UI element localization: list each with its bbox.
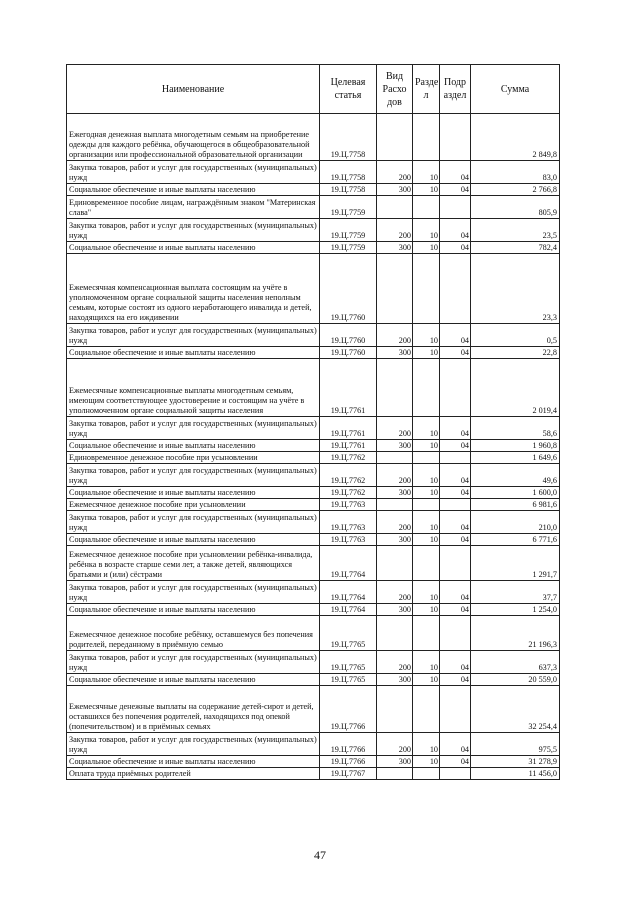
table-row <box>67 534 560 546</box>
cell-article: 19.Ц.7761 <box>320 440 377 452</box>
table-row <box>67 254 560 324</box>
header-section: Разде л <box>413 65 440 114</box>
cell-expense-type <box>377 196 413 219</box>
cell-section: 10 <box>413 487 440 499</box>
cell-sum: 1 291,7 <box>471 546 560 581</box>
cell-name: Социальное обеспечение и иные выплаты населению <box>67 604 320 616</box>
cell-section: 10 <box>413 242 440 254</box>
cell-subsection <box>440 359 471 417</box>
cell-name: Социальное обеспечение и иные выплаты населению <box>67 242 320 254</box>
cell-article: 19.Ц.7760 <box>320 254 377 324</box>
table-row <box>67 219 560 242</box>
cell-sum: 975,5 <box>471 733 560 756</box>
cell-subsection <box>440 616 471 651</box>
cell-subsection: 04 <box>440 581 471 604</box>
cell-name: Социальное обеспечение и иные выплаты населению <box>67 440 320 452</box>
cell-subsection <box>440 114 471 161</box>
cell-name: Закупка товаров, работ и услуг для государственных (муниципальных) нужд <box>67 417 320 440</box>
table-row <box>67 546 560 581</box>
table-row <box>67 242 560 254</box>
cell-section: 10 <box>413 347 440 359</box>
table-row <box>67 686 560 733</box>
cell-subsection <box>440 452 471 464</box>
table-row <box>67 651 560 674</box>
cell-article: 19.Ц.7765 <box>320 651 377 674</box>
table-row <box>67 114 560 161</box>
cell-section <box>413 616 440 651</box>
cell-article: 19.Ц.7762 <box>320 487 377 499</box>
cell-expense-type <box>377 254 413 324</box>
table-row <box>67 511 560 534</box>
cell-section <box>413 686 440 733</box>
cell-section: 10 <box>413 184 440 196</box>
cell-name: Социальное обеспечение и иные выплаты населению <box>67 184 320 196</box>
header-article: Целевая статья <box>320 65 377 114</box>
table-row <box>67 616 560 651</box>
table-row <box>67 581 560 604</box>
cell-name: Закупка товаров, работ и услуг для государственных (муниципальных) нужд <box>67 733 320 756</box>
cell-article: 19.Ц.7764 <box>320 604 377 616</box>
cell-expense-type: 200 <box>377 161 413 184</box>
cell-expense-type <box>377 359 413 417</box>
cell-section: 10 <box>413 756 440 768</box>
cell-subsection: 04 <box>440 440 471 452</box>
cell-article: 19.Ц.7766 <box>320 686 377 733</box>
cell-section <box>413 499 440 511</box>
cell-subsection <box>440 196 471 219</box>
cell-section: 10 <box>413 604 440 616</box>
cell-article: 19.Ц.7764 <box>320 546 377 581</box>
cell-section <box>413 196 440 219</box>
cell-subsection: 04 <box>440 417 471 440</box>
cell-article: 19.Ц.7766 <box>320 756 377 768</box>
cell-subsection: 04 <box>440 733 471 756</box>
cell-article: 19.Ц.7765 <box>320 616 377 651</box>
cell-subsection: 04 <box>440 511 471 534</box>
cell-expense-type: 300 <box>377 604 413 616</box>
cell-sum: 2 019,4 <box>471 359 560 417</box>
cell-article: 19.Ц.7758 <box>320 114 377 161</box>
cell-expense-type: 300 <box>377 440 413 452</box>
cell-expense-type: 200 <box>377 219 413 242</box>
table-row <box>67 768 560 780</box>
header-name: Наименование <box>67 65 320 114</box>
cell-section: 10 <box>413 464 440 487</box>
cell-subsection: 04 <box>440 651 471 674</box>
cell-expense-type: 300 <box>377 756 413 768</box>
cell-section: 10 <box>413 417 440 440</box>
cell-expense-type: 300 <box>377 184 413 196</box>
cell-name: Ежемесячные денежные выплаты на содержание детей-сирот и детей, оставшихся без попечения родителей, находящихся под опекой (попечительством) и в приёмных семьях <box>67 686 320 733</box>
cell-subsection: 04 <box>440 534 471 546</box>
cell-name: Закупка товаров, работ и услуг для государственных (муниципальных) нужд <box>67 161 320 184</box>
cell-subsection: 04 <box>440 756 471 768</box>
cell-name: Закупка товаров, работ и услуг для государственных (муниципальных) нужд <box>67 219 320 242</box>
header-sum: Сумма <box>471 65 560 114</box>
table-row <box>67 464 560 487</box>
cell-expense-type <box>377 114 413 161</box>
cell-sum: 6 981,6 <box>471 499 560 511</box>
cell-sum: 6 771,6 <box>471 534 560 546</box>
cell-expense-type <box>377 499 413 511</box>
cell-subsection <box>440 499 471 511</box>
cell-expense-type: 300 <box>377 487 413 499</box>
cell-name: Социальное обеспечение и иные выплаты населению <box>67 674 320 686</box>
cell-article: 19.Ц.7763 <box>320 499 377 511</box>
cell-article: 19.Ц.7763 <box>320 511 377 534</box>
cell-name: Закупка товаров, работ и услуг для государственных (муниципальных) нужд <box>67 324 320 347</box>
cell-name: Социальное обеспечение и иные выплаты населению <box>67 756 320 768</box>
cell-expense-type <box>377 686 413 733</box>
table-row <box>67 161 560 184</box>
cell-section <box>413 114 440 161</box>
cell-subsection: 04 <box>440 242 471 254</box>
cell-expense-type: 300 <box>377 534 413 546</box>
cell-expense-type: 300 <box>377 674 413 686</box>
cell-article: 19.Ц.7762 <box>320 452 377 464</box>
cell-article: 19.Ц.7758 <box>320 161 377 184</box>
cell-name: Социальное обеспечение и иные выплаты населению <box>67 347 320 359</box>
cell-article: 19.Ц.7767 <box>320 768 377 780</box>
cell-section <box>413 768 440 780</box>
table-row <box>67 440 560 452</box>
table-row <box>67 359 560 417</box>
cell-expense-type <box>377 452 413 464</box>
table-row <box>67 604 560 616</box>
cell-name: Единовременное денежное пособие при усыновлении <box>67 452 320 464</box>
cell-sum: 805,9 <box>471 196 560 219</box>
cell-sum: 2 849,8 <box>471 114 560 161</box>
header-subsection: Подр аздел <box>440 65 471 114</box>
page-number: 47 <box>314 848 326 862</box>
cell-expense-type: 200 <box>377 651 413 674</box>
cell-name: Ежемесячные компенсационные выплаты многодетным семьям, имеющим соответствующее удостоверение и состоящим на учёте в уполномоченном органе социальной защиты населения <box>67 359 320 417</box>
cell-subsection <box>440 686 471 733</box>
cell-name: Ежемесячное денежное пособие ребёнку, оставшемуся без попечения родителей, переданному в приёмную семью <box>67 616 320 651</box>
cell-expense-type <box>377 616 413 651</box>
cell-subsection: 04 <box>440 184 471 196</box>
cell-subsection: 04 <box>440 604 471 616</box>
cell-article: 19.Ц.7764 <box>320 581 377 604</box>
cell-sum: 782,4 <box>471 242 560 254</box>
cell-sum: 23,3 <box>471 254 560 324</box>
cell-article: 19.Ц.7761 <box>320 417 377 440</box>
cell-subsection <box>440 768 471 780</box>
cell-sum: 0,5 <box>471 324 560 347</box>
cell-article: 19.Ц.7765 <box>320 674 377 686</box>
cell-subsection: 04 <box>440 161 471 184</box>
cell-section: 10 <box>413 581 440 604</box>
table-row <box>67 347 560 359</box>
cell-sum: 58,6 <box>471 417 560 440</box>
table-row <box>67 733 560 756</box>
cell-name: Ежегодная денежная выплата многодетным семьям на приобретение одежды для каждого ребёнка, обучающегося в общеобразовательной организации или профессиональной образовательной организации <box>67 114 320 161</box>
cell-expense-type <box>377 546 413 581</box>
cell-sum: 210,0 <box>471 511 560 534</box>
cell-sum: 637,3 <box>471 651 560 674</box>
table-row <box>67 196 560 219</box>
cell-sum: 1 960,8 <box>471 440 560 452</box>
cell-section: 10 <box>413 534 440 546</box>
cell-article: 19.Ц.7759 <box>320 242 377 254</box>
cell-section: 10 <box>413 440 440 452</box>
table-row <box>67 417 560 440</box>
cell-name: Социальное обеспечение и иные выплаты населению <box>67 534 320 546</box>
cell-sum: 32 254,4 <box>471 686 560 733</box>
table-row <box>67 756 560 768</box>
cell-section: 10 <box>413 324 440 347</box>
cell-expense-type: 200 <box>377 581 413 604</box>
cell-expense-type: 200 <box>377 511 413 534</box>
cell-article: 19.Ц.7759 <box>320 196 377 219</box>
cell-article: 19.Ц.7763 <box>320 534 377 546</box>
table-row <box>67 499 560 511</box>
cell-expense-type: 200 <box>377 464 413 487</box>
cell-name: Закупка товаров, работ и услуг для государственных (муниципальных) нужд <box>67 464 320 487</box>
cell-expense-type: 300 <box>377 242 413 254</box>
cell-expense-type: 200 <box>377 733 413 756</box>
cell-section: 10 <box>413 219 440 242</box>
cell-sum: 83,0 <box>471 161 560 184</box>
table-body <box>67 114 560 780</box>
cell-article: 19.Ц.7758 <box>320 184 377 196</box>
cell-subsection: 04 <box>440 674 471 686</box>
cell-section: 10 <box>413 674 440 686</box>
table-row <box>67 324 560 347</box>
cell-subsection <box>440 254 471 324</box>
table-row <box>67 452 560 464</box>
cell-name: Ежемесячное денежное пособие при усыновлении ребёнка-инвалида, ребёнка в возрасте старше семи лет, а также детей, являющихся братьями и (или) сёстрами <box>67 546 320 581</box>
cell-expense-type: 300 <box>377 347 413 359</box>
cell-article: 19.Ц.7759 <box>320 219 377 242</box>
cell-section <box>413 359 440 417</box>
cell-subsection <box>440 546 471 581</box>
cell-name: Оплата труда приёмных родителей <box>67 768 320 780</box>
cell-sum: 1 649,6 <box>471 452 560 464</box>
table-row <box>67 487 560 499</box>
cell-sum: 22,8 <box>471 347 560 359</box>
cell-subsection: 04 <box>440 219 471 242</box>
cell-sum: 21 196,3 <box>471 616 560 651</box>
cell-subsection: 04 <box>440 324 471 347</box>
cell-article: 19.Ц.7762 <box>320 464 377 487</box>
cell-name: Закупка товаров, работ и услуг для государственных (муниципальных) нужд <box>67 581 320 604</box>
cell-section: 10 <box>413 651 440 674</box>
cell-sum: 20 559,0 <box>471 674 560 686</box>
cell-sum: 23,5 <box>471 219 560 242</box>
cell-section <box>413 254 440 324</box>
cell-sum: 1 600,0 <box>471 487 560 499</box>
table-row <box>67 674 560 686</box>
cell-name: Ежемесячное денежное пособие при усыновлении <box>67 499 320 511</box>
cell-section: 10 <box>413 161 440 184</box>
cell-section: 10 <box>413 733 440 756</box>
cell-name: Закупка товаров, работ и услуг для государственных (муниципальных) нужд <box>67 511 320 534</box>
cell-article: 19.Ц.7766 <box>320 733 377 756</box>
cell-subsection: 04 <box>440 464 471 487</box>
cell-sum: 2 766,8 <box>471 184 560 196</box>
budget-table <box>66 64 560 780</box>
cell-expense-type: 200 <box>377 417 413 440</box>
cell-subsection: 04 <box>440 487 471 499</box>
cell-sum: 1 254,0 <box>471 604 560 616</box>
cell-section <box>413 546 440 581</box>
table-row <box>67 184 560 196</box>
cell-section: 10 <box>413 511 440 534</box>
cell-name: Закупка товаров, работ и услуг для государственных (муниципальных) нужд <box>67 651 320 674</box>
cell-article: 19.Ц.7761 <box>320 359 377 417</box>
cell-expense-type: 200 <box>377 324 413 347</box>
cell-name: Социальное обеспечение и иные выплаты населению <box>67 487 320 499</box>
cell-sum: 49,6 <box>471 464 560 487</box>
cell-sum: 31 278,9 <box>471 756 560 768</box>
header-expense-type: Вид Расхо дов <box>377 65 413 114</box>
cell-expense-type <box>377 768 413 780</box>
cell-name: Ежемесячная компенсационная выплата состоящим на учёте в уполномоченном органе социальной защиты населения неполным семьям, которые состоят из одного неработающего инвалида и детей, находящихся на его иждивении <box>67 254 320 324</box>
cell-sum: 37,7 <box>471 581 560 604</box>
cell-article: 19.Ц.7760 <box>320 347 377 359</box>
cell-sum: 11 456,0 <box>471 768 560 780</box>
cell-name: Единовременное пособие лицам, награждённым знаком "Материнская слава" <box>67 196 320 219</box>
cell-section <box>413 452 440 464</box>
table-header-row <box>67 65 560 114</box>
cell-subsection: 04 <box>440 347 471 359</box>
cell-article: 19.Ц.7760 <box>320 324 377 347</box>
